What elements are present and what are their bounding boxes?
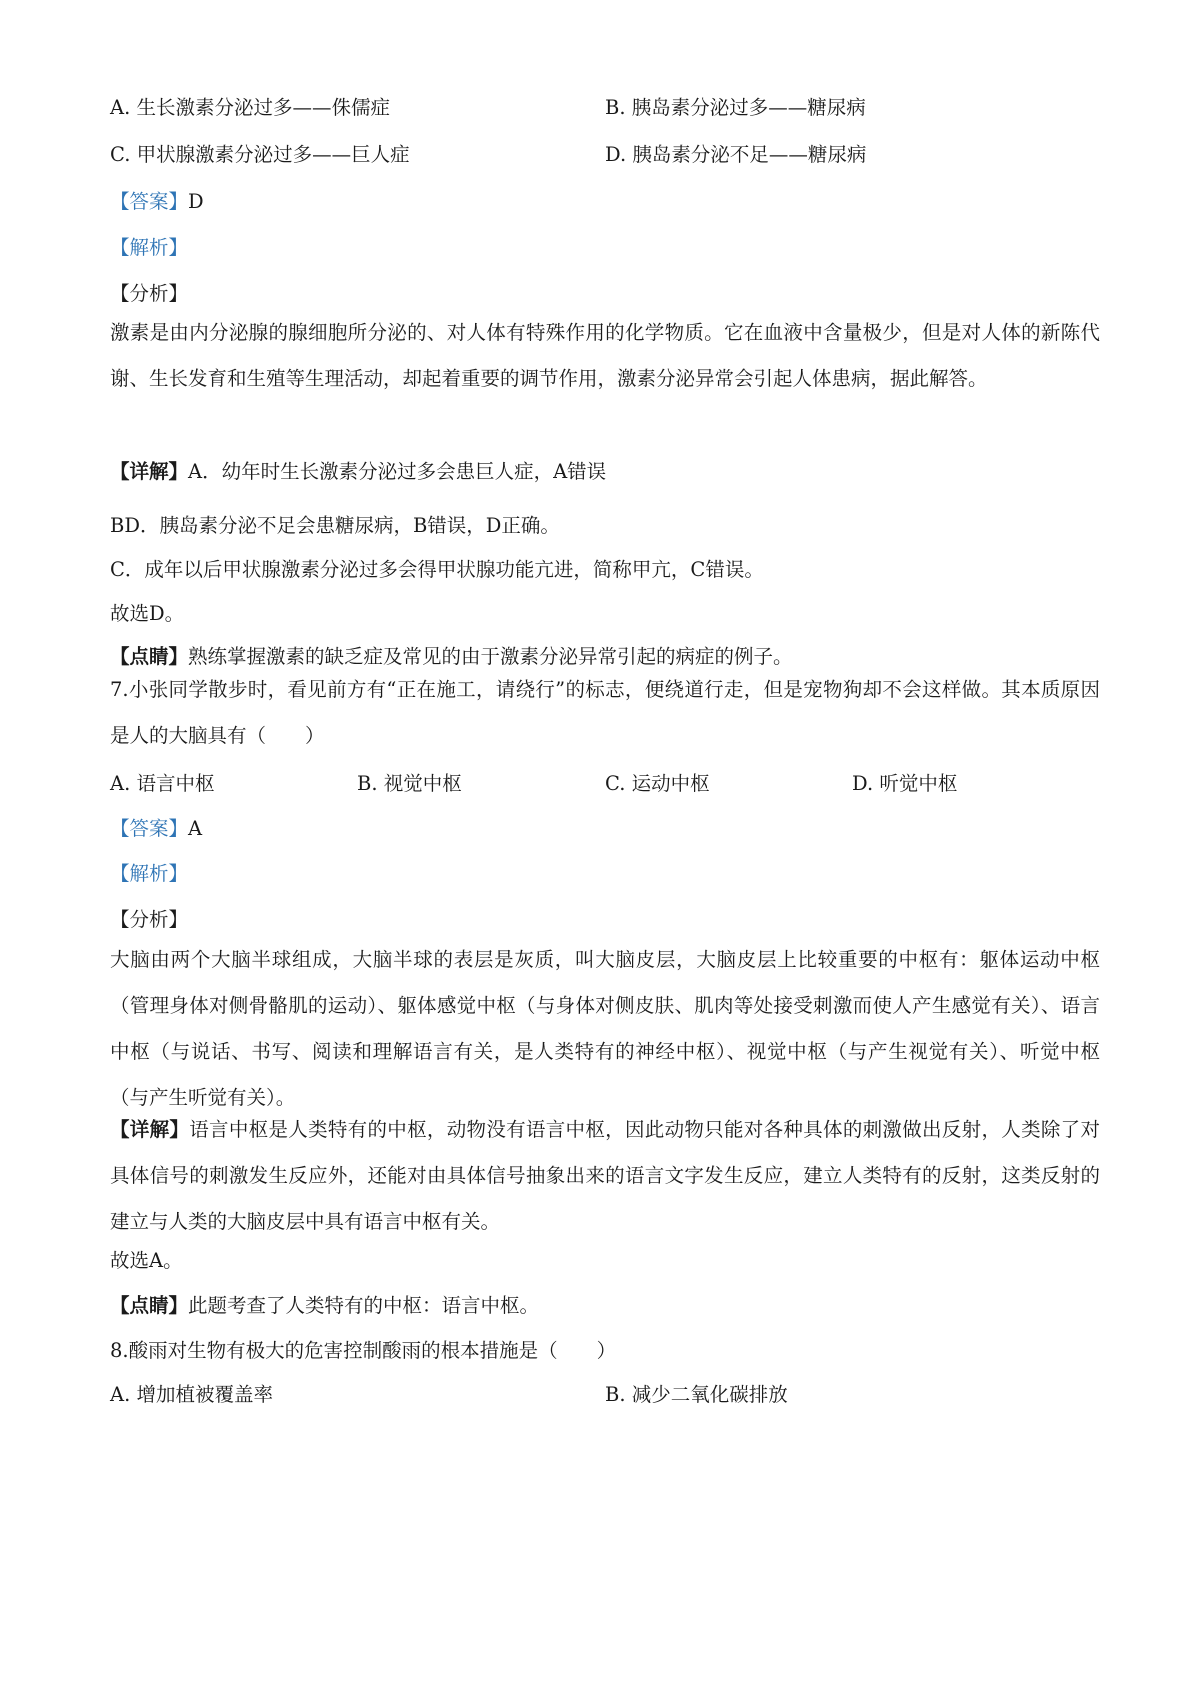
q6-fenxi-tag: 【分析】	[110, 282, 189, 305]
q6-dianjing-text: 熟练掌握激素的缺乏症及常见的由于激素分泌异常引起的病症的例子。	[188, 645, 793, 668]
q8-option-b: B. 减少二氧化碳排放	[605, 1383, 788, 1406]
q7-guxuan: 故选A。	[110, 1249, 183, 1272]
q7-fenxi-tag: 【分析】	[110, 908, 189, 931]
q6-xiangjie-1-text: A．幼年时生长激素分泌过多会患巨人症，A错误	[188, 460, 607, 483]
q6-answer-tag: 【答案】	[110, 190, 189, 213]
q7-option-d: D. 听觉中枢	[852, 772, 958, 795]
q6-jiexi-tag: 【解析】	[110, 236, 189, 259]
q6-option-d: D. 胰岛素分泌不足——糖尿病	[605, 143, 867, 166]
q6-xiangjie-2: BD．胰岛素分泌不足会患糖尿病，B错误，D正确。	[110, 514, 560, 537]
q6-dianjing-tag: 【点睛】	[110, 645, 189, 668]
q7-option-b: B. 视觉中枢	[357, 772, 462, 795]
q7-answer-tag: 【答案】	[110, 817, 189, 840]
q8-option-a: A. 增加植被覆盖率	[110, 1383, 273, 1406]
q7-option-c: C. 运动中枢	[605, 772, 710, 795]
q7-answer-line	[110, 815, 202, 843]
q6-xiangjie-3: C．成年以后甲状腺激素分泌过多会得甲状腺功能亢进，简称甲亢，C错误。	[110, 558, 764, 581]
q7-jiexi-tag: 【解析】	[110, 862, 189, 885]
q8-stem: 8.酸雨对生物有极大的危害控制酸雨的根本措施是（ ）	[110, 1339, 617, 1362]
q7-dianjing	[110, 1292, 539, 1320]
q7-xiangjie	[110, 1107, 1100, 1245]
q6-xiangjie-1	[110, 458, 606, 486]
q7-xiangjie-tag: 【详解】	[110, 1118, 190, 1141]
q7-fenxi-text: 大脑由两个大脑半球组成，大脑半球的表层是灰质，叫大脑皮层，大脑皮层上比较重要的中枢有：躯体运动中枢（管理身体对侧骨骼肌的运动）、躯体感觉中枢（与身体对侧皮肤、肌肉等处接受刺激而使人产生感觉有关）、语言中枢（与说话、书写、阅读和理解语言有关，是人类特有的神经中枢）、视觉中枢（与产生视觉有关）、听觉中枢（与产生听觉有关）。	[110, 948, 1100, 1109]
q7-dianjing-text: 此题考查了人类特有的中枢：语言中枢。	[188, 1294, 540, 1317]
q7-stem: 7.小张同学散步时，看见前方有“正在施工，请绕行”的标志，便绕道行走，但是宠物狗却不会这样做。其本质原因是人的大脑具有（ ）	[110, 678, 1100, 747]
q6-option-b: B. 胰岛素分泌过多——糖尿病	[605, 96, 866, 119]
q6-guxuan: 故选D。	[110, 602, 185, 625]
q6-option-c: C. 甲状腺激素分泌过多——巨人症	[110, 143, 410, 166]
q7-option-a: A. 语言中枢	[110, 772, 215, 795]
q6-xiangjie-tag: 【详解】	[110, 460, 189, 483]
q7-xiangjie-text: 语言中枢是人类特有的中枢，动物没有语言中枢，因此动物只能对各种具体的刺激做出反射，人类除了对具体信号的刺激发生反应外，还能对由具体信号抽象出来的语言文字发生反应，建立人类特有的反射，这类反射的建立与人类的大脑皮层中具有语言中枢有关。	[110, 1118, 1100, 1233]
q7-answer-value: A	[188, 817, 203, 840]
q6-answer-line	[110, 188, 204, 216]
q7-dianjing-tag: 【点睛】	[110, 1294, 189, 1317]
q6-answer-value: D	[188, 190, 204, 213]
q6-option-a: A. 生长激素分泌过多——侏儒症	[110, 96, 390, 119]
q6-fenxi-text: 激素是由内分泌腺的腺细胞所分泌的、对人体有特殊作用的化学物质。它在血液中含量极少，但是对人体的新陈代谢、生长发育和生殖等生理活动，却起着重要的调节作用，激素分泌异常会引起人体患病，据此解答。	[110, 321, 1100, 390]
